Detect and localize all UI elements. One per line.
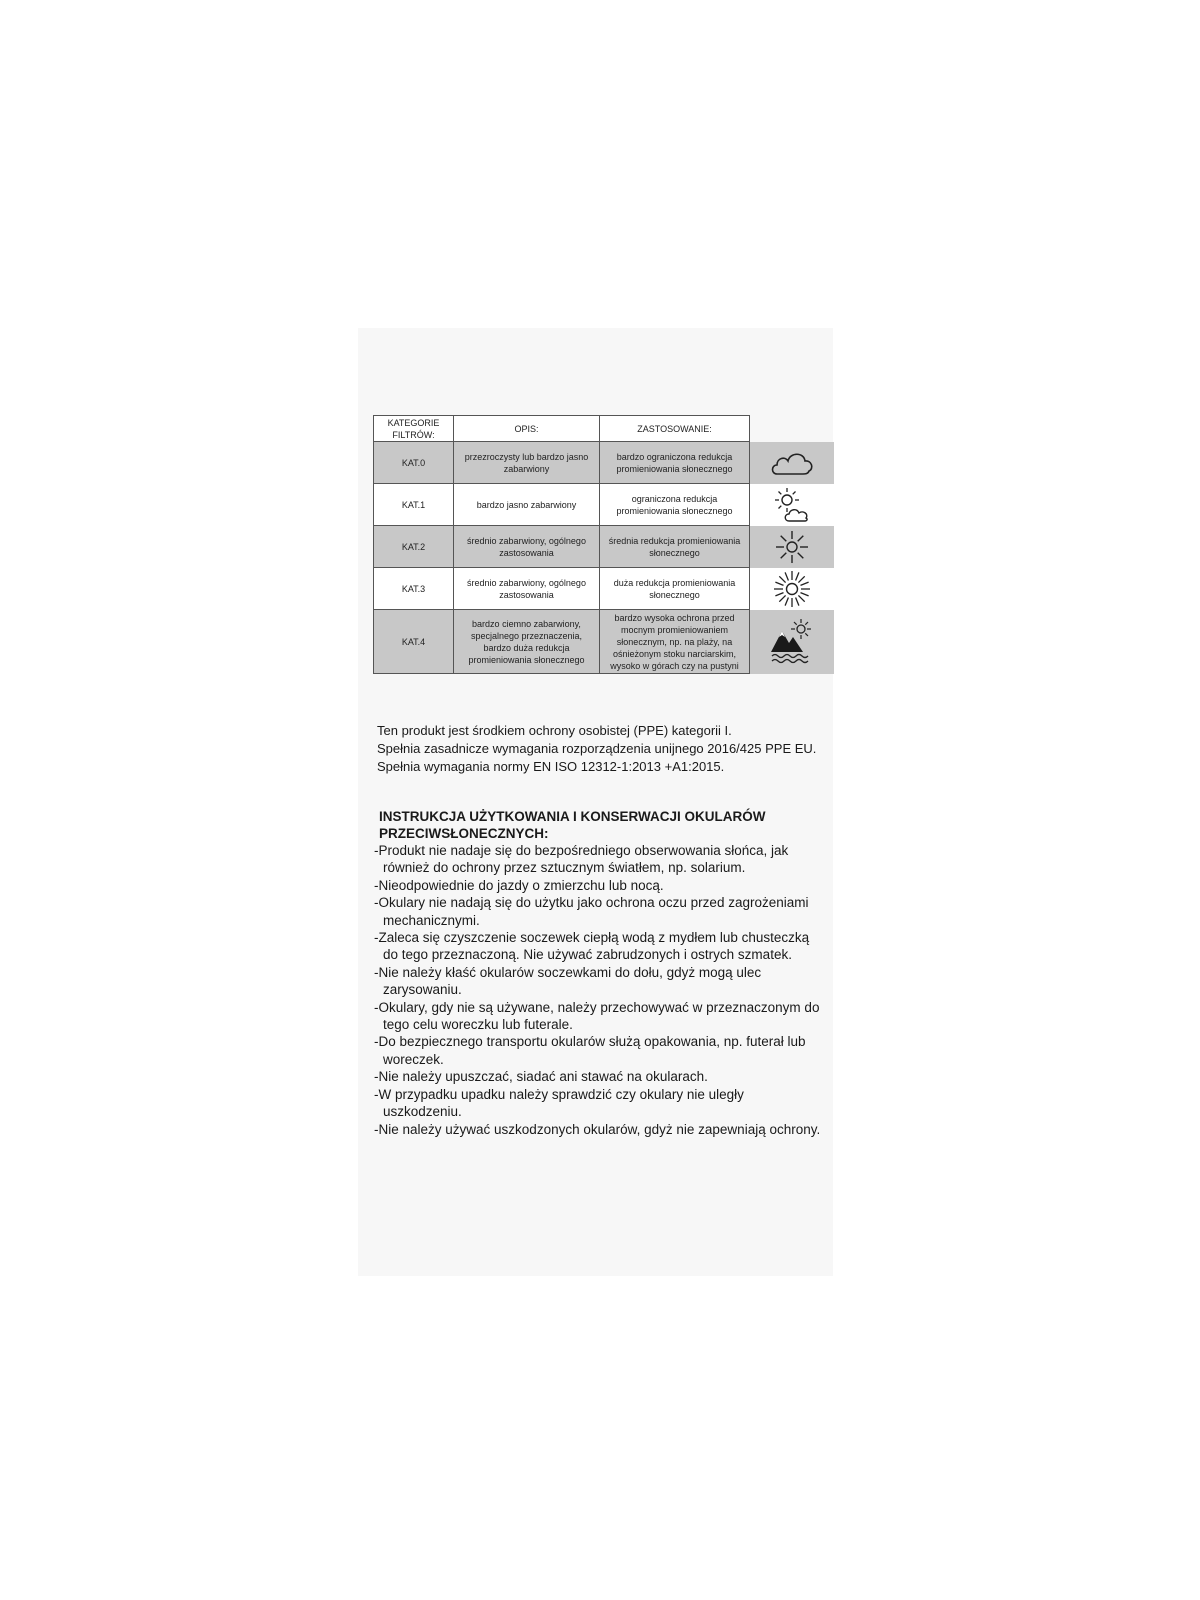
instructions-title: INSTRUKCJA UŻYTKOWANIA I KONSERWACJI OKULARÓW PRZECIWSŁONECZNYCH: bbox=[379, 809, 766, 841]
sun-behind-cloud-icon bbox=[772, 485, 812, 525]
table-row-kat0 bbox=[374, 442, 834, 484]
filter-category-table bbox=[373, 415, 834, 674]
description-cell: bardzo ciemno zabarwiony, specjalnego przeznaczenia, bardzo duża redukcja promieniowania słonecznego bbox=[454, 610, 600, 674]
header-application: ZASTOSOWANIE: bbox=[600, 416, 750, 442]
ppe-line: Spełnia zasadnicze wymagania rozporządzenia unijnego 2016/425 PPE EU. bbox=[377, 741, 817, 756]
application-cell: duża redukcja promieniowania słonecznego bbox=[600, 568, 750, 610]
list-item: -Okulary, gdy nie są używane, należy przechowywać w przeznaczonym do tego celu woreczku lub futerale. bbox=[374, 999, 820, 1033]
icon-cell bbox=[750, 568, 834, 610]
mountains-sun-water-icon bbox=[768, 616, 816, 668]
header-filter-categories: KATEGORIE FILTRÓW: bbox=[374, 416, 454, 442]
list-item: -Okulary nie nadają się do użytku jako ochrona oczu przed zagrożeniami mechanicznymi. bbox=[374, 895, 809, 928]
description-cell: bardzo jasno zabarwiony bbox=[454, 484, 600, 526]
table-header-row bbox=[374, 416, 834, 442]
description-cell: średnio zabarwiony, ogólnego zastosowania bbox=[454, 568, 600, 610]
category-cell: KAT.2 bbox=[374, 526, 454, 568]
bright-sun-icon bbox=[772, 569, 812, 609]
table-row-kat4 bbox=[374, 610, 834, 674]
application-cell: bardzo ograniczona redukcja promieniowania słonecznego bbox=[600, 442, 750, 484]
category-cell: KAT.4 bbox=[374, 610, 454, 674]
list-item: -Nie należy upuszczać, siadać ani stawać na okularach. bbox=[374, 1069, 708, 1085]
instructions-list bbox=[374, 842, 824, 1138]
application-cell: bardzo wysoka ochrona przed mocnym promieniowaniem słonecznym, np. na plaży, na ośnieżonym stoku narciarskim, wysoko w górach czy na pustyni bbox=[600, 610, 750, 674]
description-cell: średnio zabarwiony, ogólnego zastosowania bbox=[454, 526, 600, 568]
category-cell: KAT.3 bbox=[374, 568, 454, 610]
list-item: -W przypadku upadku należy sprawdzić czy okulary nie uległy uszkodzeniu. bbox=[374, 1086, 744, 1120]
header-icon-spacer bbox=[750, 416, 834, 442]
icon-cell bbox=[750, 484, 834, 526]
ppe-line: Ten produkt jest środkiem ochrony osobistej (PPE) kategorii I. bbox=[377, 723, 732, 738]
list-item: -Produkt nie nadaje się do bezpośredniego obserwowania słońca, jak również do ochrony przez sztucznym światłem, np. solarium. bbox=[374, 843, 789, 876]
list-item: -Zaleca się czyszczenie soczewek ciepłą wodą z mydłem lub chusteczką do tego przeznaczoną. Nie używać zabrudzonych i ostrych szmatek. bbox=[374, 930, 810, 963]
list-item: -Do bezpiecznego transportu okularów służą opakowania, np. futerał lub woreczek. bbox=[374, 1034, 806, 1067]
sun-icon bbox=[773, 528, 811, 566]
category-cell: KAT.0 bbox=[374, 442, 454, 484]
ppe-line: Spełnia wymagania normy EN ISO 12312-1:2013 +A1:2015. bbox=[377, 759, 725, 774]
header-description: OPIS: bbox=[454, 416, 600, 442]
list-item: -Nieodpowiednie do jazdy o zmierzchu lub nocą. bbox=[374, 877, 664, 893]
ppe-compliance-statement bbox=[377, 722, 827, 776]
application-cell: ograniczona redukcja promieniowania słonecznego bbox=[600, 484, 750, 526]
icon-cell bbox=[750, 526, 834, 568]
cloud-icon bbox=[768, 446, 816, 480]
list-item: -Nie należy kłaść okularów soczewkami do dołu, gdyż mogą ulec zarysowaniu. bbox=[374, 964, 762, 998]
table-row-kat1 bbox=[374, 484, 834, 526]
application-cell: średnia redukcja promieniowania słonecznego bbox=[600, 526, 750, 568]
list-item: -Nie należy używać uszkodzonych okularów, gdyż nie zapewniają ochrony. bbox=[374, 1121, 821, 1137]
table-row-kat2 bbox=[374, 526, 834, 568]
category-cell: KAT.1 bbox=[374, 484, 454, 526]
table-row-kat3 bbox=[374, 568, 834, 610]
icon-cell bbox=[750, 610, 834, 674]
icon-cell bbox=[750, 442, 834, 484]
description-cell: przezroczysty lub bardzo jasno zabarwiony bbox=[454, 442, 600, 484]
